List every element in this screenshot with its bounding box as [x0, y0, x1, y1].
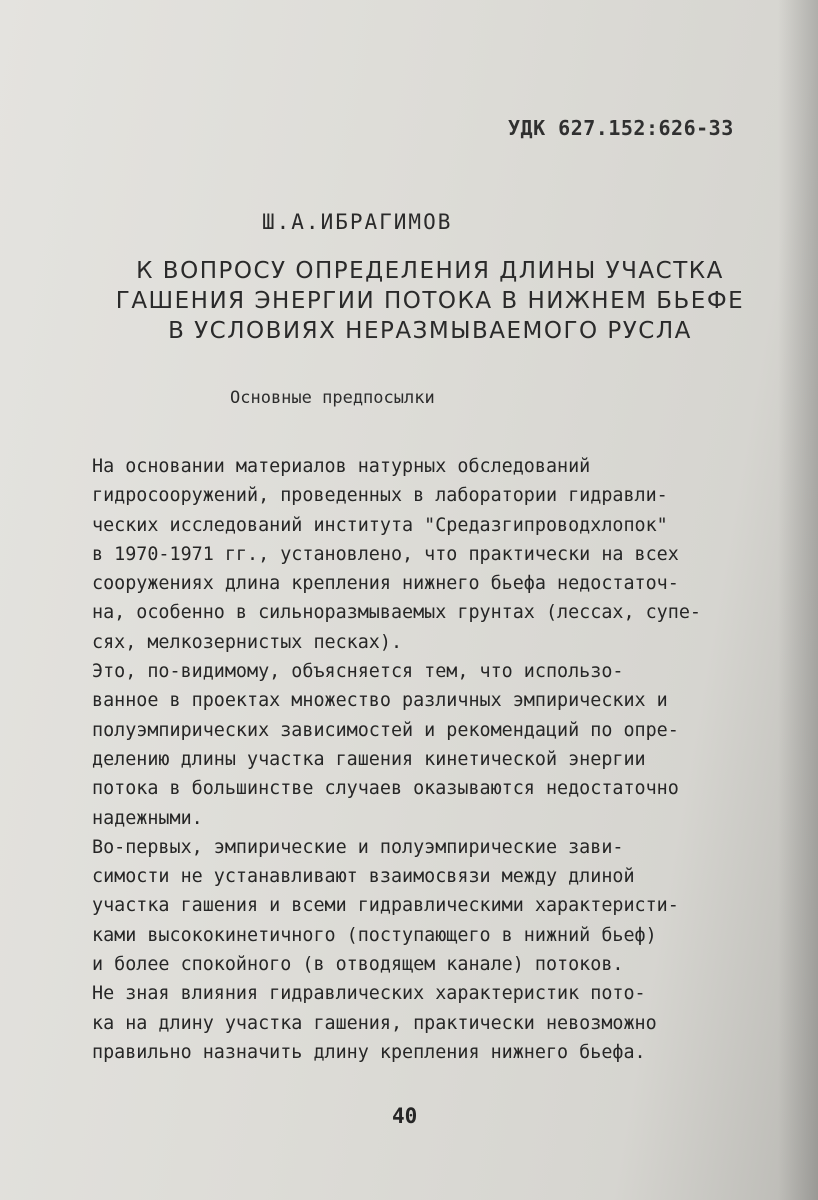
udk-code: УДК 627.152:626-33: [508, 116, 734, 140]
body-line: ками высококинетичного (поступающего в нижний бьеф): [92, 924, 657, 946]
body-line: ческих исследований института "Средазгипроводхлопок": [92, 514, 668, 536]
body-line: на, особенно в сильноразмываемых грунтах (лессах, супе-: [92, 602, 701, 624]
body-line: ка на длину участка гашения, практически невозможно: [92, 1012, 657, 1034]
author-name: Ш.А.ИБРАГИМОВ: [262, 210, 453, 234]
body-text: [92, 452, 782, 1067]
section-heading: Основные предпосылки: [230, 388, 435, 408]
body-line: и более спокойного (в отводящем канале) потоков.: [92, 954, 624, 976]
body-line: Это, по-видимому, объясняется тем, что использо-: [92, 661, 624, 683]
body-line: полуэмпирических зависимостей и рекомендаций по опре-: [92, 719, 679, 741]
body-line: надежными.: [92, 807, 203, 829]
body-line: Не зная влияния гидравлических характеристик пото-: [92, 983, 646, 1005]
page-number: 40: [392, 1104, 418, 1128]
page-edge-shadow: [778, 0, 818, 1200]
body-line: делению длины участка гашения кинетической энергии: [92, 748, 646, 770]
body-line: ванное в проектах множество различных эмпирических и: [92, 690, 668, 712]
body-line: в 1970-1971 гг., установлено, что практически на всех: [92, 543, 679, 565]
body-line: На основании материалов натурных обследований: [92, 456, 591, 477]
body-line: участка гашения и всеми гидравлическими характеристи-: [92, 895, 679, 917]
body-line: Во-первых, эмпирические и полуэмпирические зави-: [92, 836, 624, 858]
body-line: потока в большинстве случаев оказываются недостаточно: [92, 778, 679, 800]
title-line: К ВОПРОСУ ОПРЕДЕЛЕНИЯ ДЛИНЫ УЧАСТКА: [136, 258, 724, 284]
title-line: ГАШЕНИЯ ЭНЕРГИИ ПОТОКА В НИЖНЕМ БЬЕФЕ: [115, 288, 745, 314]
title-line: В УСЛОВИЯХ НЕРАЗМЫВАЕМОГО РУСЛА: [168, 318, 692, 344]
article-title: [110, 256, 750, 346]
body-line: сях, мелкозернистых песках).: [92, 631, 403, 653]
body-line: симости не устанавливают взаимосвязи между длиной: [92, 866, 635, 888]
body-line: правильно назначить длину крепления нижнего бьефа.: [92, 1041, 646, 1063]
body-line: гидросооружений, проведенных в лаборатории гидравли-: [92, 485, 668, 507]
body-line: сооружениях длина крепления нижнего бьефа недостаточ-: [92, 573, 679, 595]
